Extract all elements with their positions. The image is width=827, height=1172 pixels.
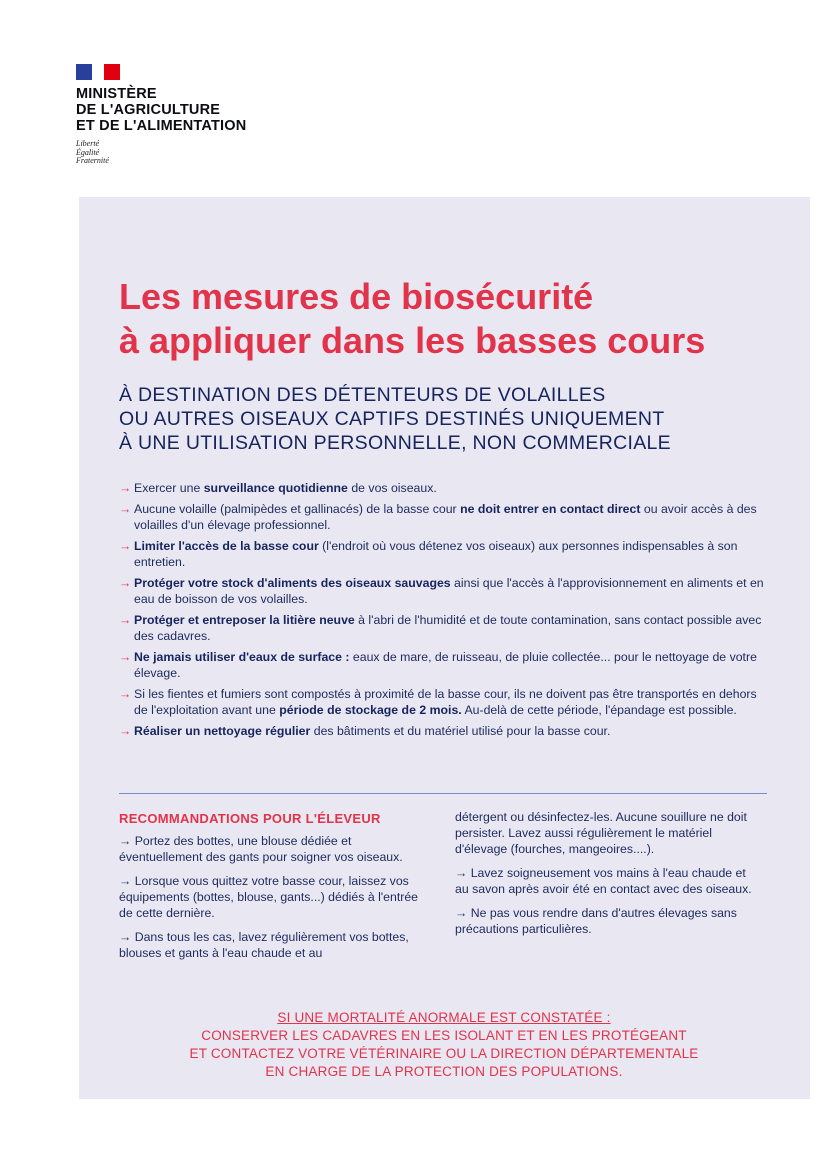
alert-heading: SI UNE MORTALITÉ ANORMALE EST CONSTATÉE : — [277, 1010, 611, 1025]
ministry-name — [76, 86, 246, 134]
rule-emphasis: Protéger votre stock d'aliments des oiseaux sauvages — [134, 576, 451, 590]
motto-line: Liberté — [76, 139, 100, 148]
recommendation-item: détergent ou désinfectez-les. Aucune souillure ne doit persister. Lavez aussi régulièrement le matériel d'élevage (fourches, mangeoires....). — [455, 810, 747, 856]
rule-emphasis: Réaliser un nettoyage régulier — [134, 724, 311, 738]
rule-emphasis: ne doit entrer en contact direct — [460, 502, 641, 516]
rule-text: eaux de mare, de ruisseau, de pluie collectée... pour le nettoyage de votre élevage. — [134, 650, 757, 680]
rule-emphasis: Limiter l'accès de la basse cour — [134, 539, 319, 553]
marianne-flag-icon — [76, 64, 120, 80]
rule-item — [119, 612, 769, 644]
rule-text: Aucune volaille (palmipèdes et gallinacés) de la basse cour — [134, 502, 461, 516]
subtitle-line: À UNE UTILISATION PERSONNELLE, NON COMMERCIALE — [119, 432, 671, 454]
rule-item — [119, 649, 769, 681]
arrow-icon: → — [119, 576, 132, 590]
motto-line: Fraternité — [76, 156, 109, 165]
biosecurity-rules-list — [119, 480, 769, 744]
recommendation-item: → Lorsque vous quittez votre basse cour, laissez vos équipements (bottes, blouse, gants...) dédiés à l'entrée de cette dernière. — [119, 874, 419, 920]
recommendation-item: → Portez des bottes, une blouse dédiée et éventuellement des gants pour soigner vos oiseaux. — [119, 834, 403, 864]
subtitle-line: OU AUTRES OISEAUX CAPTIFS DESTINÉS UNIQUEMENT — [119, 408, 665, 430]
rule-text: ainsi que l'accès à l'approvisionnement en aliments et en eau de boisson de vos volailles. — [134, 576, 764, 606]
arrow-icon: → — [119, 613, 132, 627]
recommendations-title: RECOMMANDATIONS POUR L'ÉLEVEUR — [119, 811, 381, 826]
arrow-icon: → — [119, 481, 132, 495]
rule-text: ou avoir accès à des volailles d'un élevage professionnel. — [134, 502, 757, 532]
rule-text: de vos oiseaux. — [347, 481, 437, 495]
title-line: Les mesures de biosécurité — [119, 276, 594, 317]
rule-emphasis: Protéger et entreposer la litière neuve — [134, 613, 355, 627]
ministry-logo — [76, 64, 246, 166]
rule-item — [119, 501, 769, 533]
rule-item — [119, 686, 769, 718]
rule-emphasis: surveillance quotidienne — [203, 481, 348, 495]
recommendation-item: → Ne pas vous rendre dans d'autres élevages sans précautions particulières. — [455, 906, 737, 936]
recommendations-column-right — [455, 809, 755, 945]
title-line: à appliquer dans les basses cours — [119, 320, 706, 361]
rule-emphasis: Ne jamais utiliser d'eaux de surface : — [134, 650, 350, 664]
arrow-icon: → — [119, 539, 132, 553]
rule-item — [119, 723, 769, 739]
content-panel — [79, 197, 810, 1099]
recommendation-item: → Lavez soigneusement vos mains à l'eau chaude et au savon après avoir été en contact avec des oiseaux. — [455, 866, 752, 896]
ministry-line: ET DE L'ALIMENTATION — [76, 118, 247, 134]
motto-line: Égalité — [76, 147, 100, 157]
arrow-icon: → — [119, 687, 132, 701]
section-divider — [119, 793, 767, 794]
arrow-icon: → — [119, 650, 132, 664]
rule-emphasis: période de stockage de 2 mois. — [279, 703, 462, 717]
rule-text: Exercer une — [134, 481, 204, 495]
rule-text: Au-delà de cette période, l'épandage est possible. — [461, 703, 737, 717]
rule-item — [119, 575, 769, 607]
rule-text: (l'endroit où vous détenez vos oiseaux) aux personnes indispensables à son entretien. — [134, 539, 738, 569]
rule-item — [119, 480, 769, 496]
subtitle-line: À DESTINATION DES DÉTENTEURS DE VOLAILLES — [119, 384, 606, 406]
page-title — [119, 275, 799, 363]
rule-text: à l'abri de l'humidité et de toute contamination, sans contact possible avec des cadavres. — [134, 613, 762, 643]
rule-item — [119, 538, 769, 570]
recommendation-item: → Dans tous les cas, lavez régulièrement vos bottes, blouses et gants à l'eau chaude et au — [119, 930, 409, 960]
ministry-line: DE L'AGRICULTURE — [76, 102, 221, 118]
alert-line: CONSERVER LES CADAVRES EN LES ISOLANT ET EN LES PROTÉGEANT — [201, 1028, 687, 1043]
rule-text: Si les fientes et fumiers sont compostés à proximité de la basse cour, ils ne doivent pas être transportés en dehors de l'exploitation avant une — [134, 687, 757, 717]
mortality-alert — [119, 1009, 769, 1081]
arrow-icon: → — [119, 724, 132, 738]
rule-text: des bâtiments et du matériel utilisé pour la basse cour. — [310, 724, 611, 738]
recommendations-column-left — [119, 833, 419, 969]
alert-line: ET CONTACTEZ VOTRE VÉTÉRINAIRE OU LA DIRECTION DÉPARTEMENTALE — [189, 1046, 699, 1061]
ministry-line: MINISTÈRE — [76, 86, 157, 102]
alert-line: EN CHARGE DE LA PROTECTION DES POPULATIONS. — [265, 1064, 623, 1079]
page-subtitle — [119, 383, 799, 455]
republic-motto — [76, 140, 246, 166]
arrow-icon: → — [119, 502, 132, 516]
